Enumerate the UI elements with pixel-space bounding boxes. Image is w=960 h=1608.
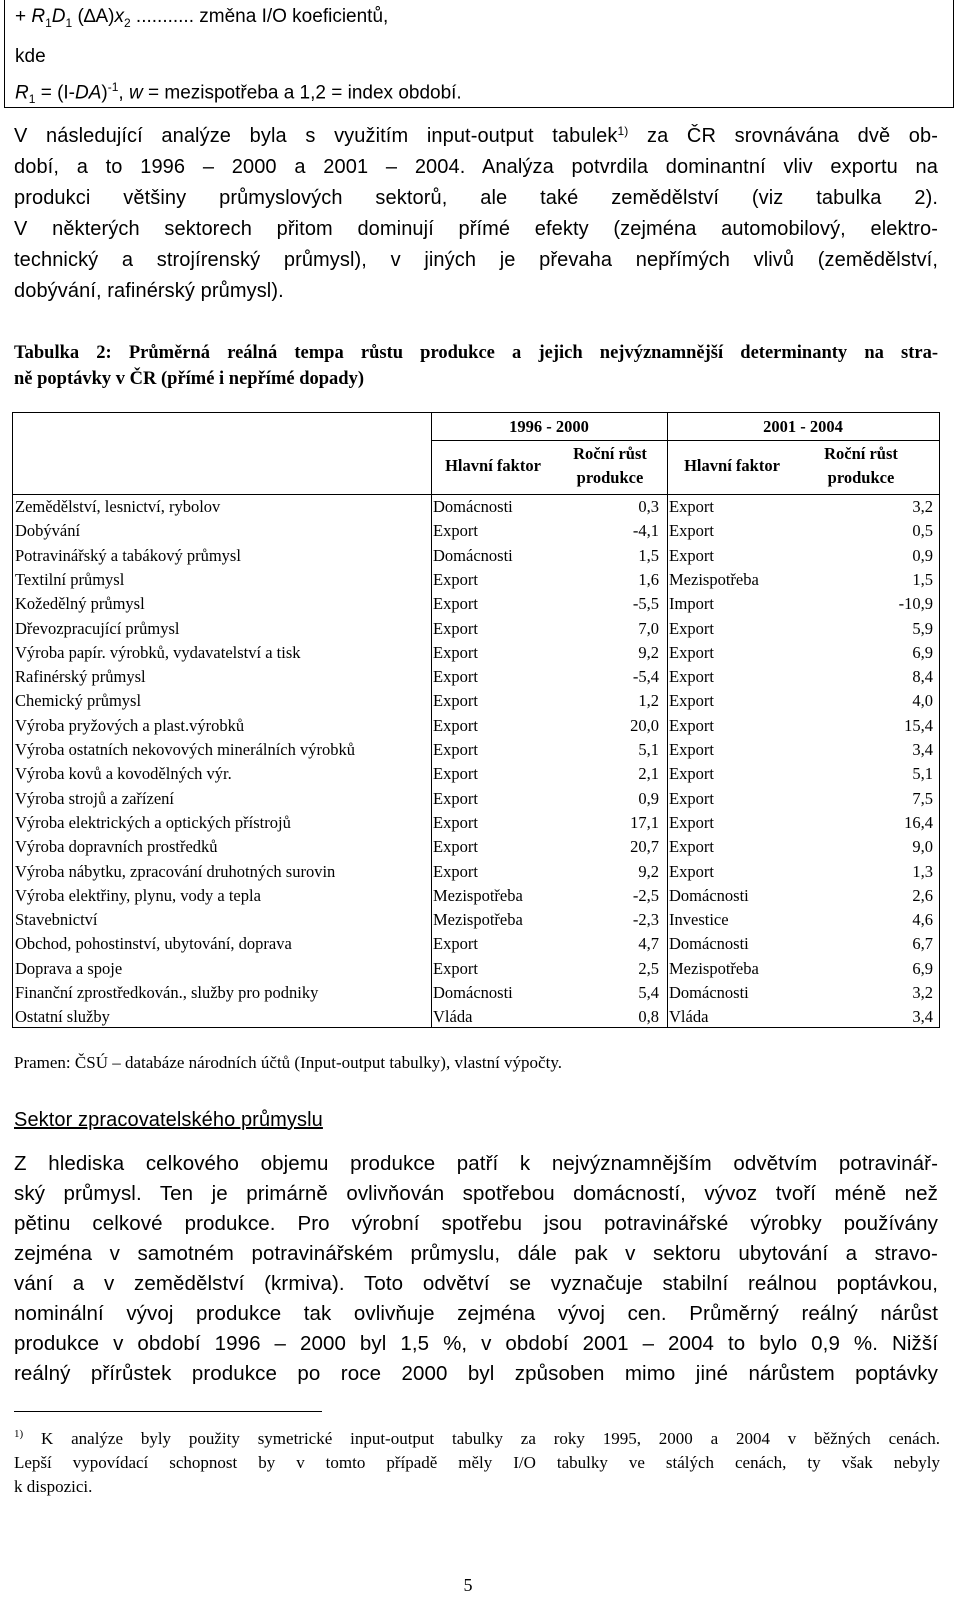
sector-cell: Finanční zprostředkován., služby pro podniky	[15, 983, 319, 1002]
factor-cell: Export	[669, 715, 714, 735]
formula-subscript: 2	[123, 15, 131, 30]
sector-cell: Ostatní služby	[15, 1007, 110, 1027]
formula-text: = mezispotřeba a 1,2 = index období.	[142, 82, 462, 104]
factor-cell: Export	[433, 934, 478, 954]
factor-cell: Export	[433, 521, 478, 541]
growth-cell: 5,1	[638, 740, 659, 759]
page-number: 5	[463, 1575, 473, 1595]
growth-cell: -2,3	[632, 910, 659, 930]
table-divider	[13, 494, 939, 495]
factor-cell: Export	[433, 788, 478, 808]
factor-cell: Export	[433, 837, 478, 857]
footnote-line: Lepší vypovídací schopnost by v tomto případě měly I/O tabulky ve stálých cenách, ty však nebyly	[14, 1453, 940, 1472]
factor-cell: Export	[433, 764, 478, 784]
formula-line-3	[15, 80, 462, 106]
factor-cell: Export	[669, 497, 714, 516]
period-header-2: 2001 - 2004	[763, 417, 843, 436]
factor-cell: Import	[669, 594, 714, 614]
factor-cell: Export	[669, 667, 714, 687]
column-header-growth: produkce	[827, 468, 895, 487]
factor-cell: Export	[669, 618, 714, 638]
factor-cell: Vláda	[433, 1007, 473, 1027]
growth-cell: 0,8	[638, 1007, 659, 1027]
factor-cell: Export	[433, 667, 478, 687]
factor-cell: Mezispotřeba	[433, 885, 523, 905]
sector-cell: Potravinářský a tabákový průmysl	[15, 545, 241, 565]
growth-cell: 0,5	[912, 521, 933, 541]
formula-text: ,	[118, 82, 129, 104]
footnote-marker: 1)	[14, 1428, 24, 1440]
intro-text: V následující analýze byla s využitím input-output tabulek	[14, 125, 618, 147]
formula-line-1	[15, 6, 388, 30]
formula-symbol: x	[114, 6, 124, 27]
body-line: produkce v období 1996 – 2000 byl 1,5 %, v období 2001 – 2004 to bylo 0,9 %. Nižší	[14, 1332, 938, 1355]
body-line: ský průmysl. Ten je primárně ovlivňován spotřebou domácností, vývoz tvoří méně než	[14, 1182, 938, 1205]
factor-cell: Export	[669, 740, 714, 759]
factor-cell: Export	[433, 618, 478, 638]
sector-cell: Kožedělný průmysl	[15, 594, 145, 614]
sector-cell: Výroba elektrických a optických přístrojů	[15, 812, 291, 832]
growth-cell: 2,6	[912, 885, 933, 905]
sector-cell: Stavebnictví	[15, 910, 98, 930]
factor-cell: Export	[433, 642, 478, 662]
factor-cell: Domácnosti	[433, 497, 513, 516]
factor-cell: Export	[669, 812, 714, 832]
factor-cell: Export	[433, 569, 478, 589]
growth-cell: 7,0	[638, 618, 659, 638]
caption-line: Tabulka 2: Průměrná reálná tempa růstu produkce a jejich nejvýznamnější determinanty na stra-	[14, 343, 938, 363]
body-line: reálný přírůstek produkce po roce 2000 byl způsoben mimo jiné nárůstem poptávky	[14, 1362, 938, 1385]
formula-symbol: DA	[75, 82, 102, 104]
footnote-line: k dispozici.	[14, 1477, 93, 1496]
growth-cell: 4,0	[912, 691, 933, 711]
growth-cell: 2,1	[638, 764, 659, 784]
footnote-line	[14, 1428, 940, 1449]
formula-symbol: R	[31, 6, 46, 27]
intro-line: V některých sektorech přitom dominují přímé efekty (zejména automobilový, elektro-	[14, 218, 938, 240]
growth-cell: 9,2	[638, 642, 659, 662]
formula-text: = (I-	[35, 82, 76, 104]
growth-cell: 1,6	[638, 569, 659, 589]
factor-cell: Domácnosti	[433, 545, 513, 565]
growth-cell: 5,1	[912, 764, 933, 784]
growth-table	[12, 412, 940, 1028]
formula-superscript: -1	[107, 80, 119, 94]
factor-cell: Export	[669, 837, 714, 857]
growth-cell: 1,3	[912, 861, 933, 881]
factor-cell: Export	[433, 715, 478, 735]
footnote-text: K analýze byly použity symetrické input-output tabulky za roky 1995, 2000 a 2004 v běžných cenách.	[23, 1429, 940, 1448]
growth-cell: 0,9	[638, 788, 659, 808]
growth-cell: 16,4	[904, 812, 933, 832]
growth-cell: 15,4	[904, 715, 933, 735]
growth-cell: 8,4	[912, 667, 933, 687]
factor-cell: Export	[669, 788, 714, 808]
growth-cell: 1,5	[912, 569, 933, 589]
sector-cell: Výroba pryžových a plast.výrobků	[15, 715, 245, 735]
sector-cell: Zemědělství, lesnictví, rybolov	[15, 497, 221, 516]
growth-cell: -10,9	[898, 594, 933, 614]
caption-line: ně poptávky v ČR (přímé i nepřímé dopady)	[14, 369, 364, 389]
growth-cell: 5,9	[912, 618, 933, 638]
sector-cell: Textilní průmysl	[15, 569, 125, 589]
formula-symbol: D	[51, 6, 66, 27]
growth-cell: 5,4	[638, 983, 659, 1002]
factor-cell: Investice	[669, 910, 729, 930]
intro-line: dobí, a to 1996 – 2000 a 2001 – 2004. Analýza potvrdila dominantní vliv exportu na	[14, 156, 938, 178]
sector-cell: Výroba nábytku, zpracování druhotných surovin	[15, 861, 336, 881]
table-divider	[431, 413, 432, 1027]
formula-symbol: w	[128, 82, 143, 104]
growth-cell: 9,2	[638, 861, 659, 881]
body-line: pětinu celkové produkce. Pro výrobní spotřebu jsou potravinářské výrobky používány	[14, 1212, 938, 1235]
factor-cell: Vláda	[669, 1007, 709, 1027]
factor-cell: Export	[433, 861, 478, 881]
growth-cell: 3,2	[912, 983, 933, 1002]
factor-cell: Export	[669, 521, 714, 541]
formula-line-2: kde	[15, 46, 46, 67]
growth-cell: 9,0	[912, 837, 933, 857]
section-heading: Sektor zpracovatelského průmyslu	[14, 1109, 323, 1131]
formula-subscript: 1	[28, 92, 36, 107]
formula-term: (∆A)	[72, 6, 115, 27]
growth-cell: 20,7	[630, 837, 659, 857]
formula-subscript: 1	[65, 15, 73, 30]
factor-cell: Export	[433, 740, 478, 759]
body-line: vání a v zemědělství (krmiva). Toto odvětví se vyznačuje stabilní reálnou poptávkou,	[14, 1272, 938, 1295]
factor-cell: Mezispotřeba	[669, 569, 759, 589]
body-line: zejména v samotném potravinářském průmyslu, dále pak v sektoru ubytování a stravo-	[14, 1242, 938, 1265]
factor-cell: Export	[433, 958, 478, 978]
formula-subscript: 1	[45, 15, 52, 30]
growth-cell: 7,5	[912, 788, 933, 808]
intro-text: za ČR srovnávána dvě ob-	[628, 125, 939, 147]
growth-cell: 0,9	[912, 545, 933, 565]
body-line: nominální vývoj produkce tak ovlivňuje zejména vývoj cen. Průměrný reálný nárůst	[14, 1302, 938, 1325]
sector-cell: Výroba elektřiny, plynu, vody a tepla	[15, 885, 261, 905]
growth-cell: 4,6	[912, 910, 933, 930]
growth-cell: -4,1	[632, 521, 659, 541]
factor-cell: Export	[669, 691, 714, 711]
footnote-separator	[14, 1411, 322, 1412]
growth-cell: 20,0	[630, 715, 659, 735]
body-line: Z hlediska celkového objemu produkce patří k nejvýznamnějším odvětvím potravinář-	[14, 1152, 938, 1175]
growth-cell: 3,4	[912, 740, 933, 759]
factor-cell: Domácnosti	[669, 934, 749, 954]
factor-cell: Domácnosti	[669, 983, 749, 1002]
sector-cell: Obchod, pohostinství, ubytování, doprava	[15, 934, 292, 954]
growth-cell: -2,5	[632, 885, 659, 905]
growth-cell: 1,5	[638, 545, 659, 565]
factor-cell: Export	[433, 691, 478, 711]
sector-cell: Doprava a spoje	[15, 958, 123, 978]
source-note: Pramen: ČSÚ – databáze národních účtů (Input-output tabulky), vlastní výpočty.	[14, 1053, 562, 1072]
growth-cell: 1,2	[638, 691, 659, 711]
factor-cell: Mezispotřeba	[433, 910, 523, 930]
formula-box	[4, 0, 954, 108]
growth-cell: 0,3	[638, 497, 659, 516]
column-header-growth: Roční růst	[573, 444, 647, 463]
table-divider	[667, 413, 668, 1027]
sector-cell: Rafinérský průmysl	[15, 667, 146, 687]
factor-cell: Export	[669, 764, 714, 784]
sector-cell: Výroba papír. výrobků, vydavatelství a tisk	[15, 642, 301, 662]
growth-cell: -5,4	[632, 667, 659, 687]
factor-cell: Export	[669, 545, 714, 565]
column-header-growth: Roční růst	[824, 444, 898, 463]
factor-cell: Export	[669, 642, 714, 662]
intro-line: dobývání, rafinérský průmysl).	[14, 280, 284, 302]
growth-cell: 3,4	[912, 1007, 933, 1027]
sector-cell: Výroba dopravních prostředků	[15, 837, 218, 857]
intro-line: technický a strojírenský průmysl), v jiných je převaha nepřímých vlivů (zemědělství,	[14, 249, 938, 271]
sector-cell: Dobývání	[15, 521, 81, 541]
growth-cell: 6,7	[912, 934, 933, 954]
period-header-1: 1996 - 2000	[509, 417, 589, 436]
footnote-ref: 1)	[617, 124, 629, 138]
factor-cell: Mezispotřeba	[669, 958, 759, 978]
intro-line	[14, 124, 938, 148]
factor-cell: Domácnosti	[669, 885, 749, 905]
growth-cell: 6,9	[912, 642, 933, 662]
factor-cell: Export	[669, 861, 714, 881]
growth-cell: -5,5	[632, 594, 659, 614]
formula-prefix: +	[15, 6, 32, 27]
sector-cell: Výroba strojů a zařízení	[15, 788, 174, 808]
column-header-factor: Hlavní faktor	[445, 456, 541, 475]
sector-cell: Výroba kovů a kovodělných výr.	[15, 764, 232, 784]
formula-text: )	[101, 82, 108, 104]
factor-cell: Export	[433, 594, 478, 614]
factor-cell: Export	[433, 812, 478, 832]
factor-cell: Domácnosti	[433, 983, 513, 1002]
formula-text: ........... změna I/O koeficientů,	[130, 6, 389, 27]
growth-cell: 4,7	[638, 934, 659, 954]
intro-line: produkci většiny průmyslových sektorů, ale také zemědělství (viz tabulka 2).	[14, 187, 938, 209]
sector-cell: Chemický průmysl	[15, 691, 142, 711]
column-header-factor: Hlavní faktor	[684, 456, 780, 475]
growth-cell: 17,1	[630, 812, 659, 832]
sector-cell: Dřevozpracující průmysl	[15, 618, 180, 638]
sector-cell: Výroba ostatních nekovových minerálních výrobků	[15, 740, 355, 759]
growth-cell: 6,9	[912, 958, 933, 978]
formula-symbol: R	[15, 82, 29, 104]
growth-cell: 3,2	[912, 497, 933, 516]
column-header-growth: produkce	[576, 468, 644, 487]
table-divider	[431, 440, 939, 441]
growth-cell: 2,5	[638, 958, 659, 978]
